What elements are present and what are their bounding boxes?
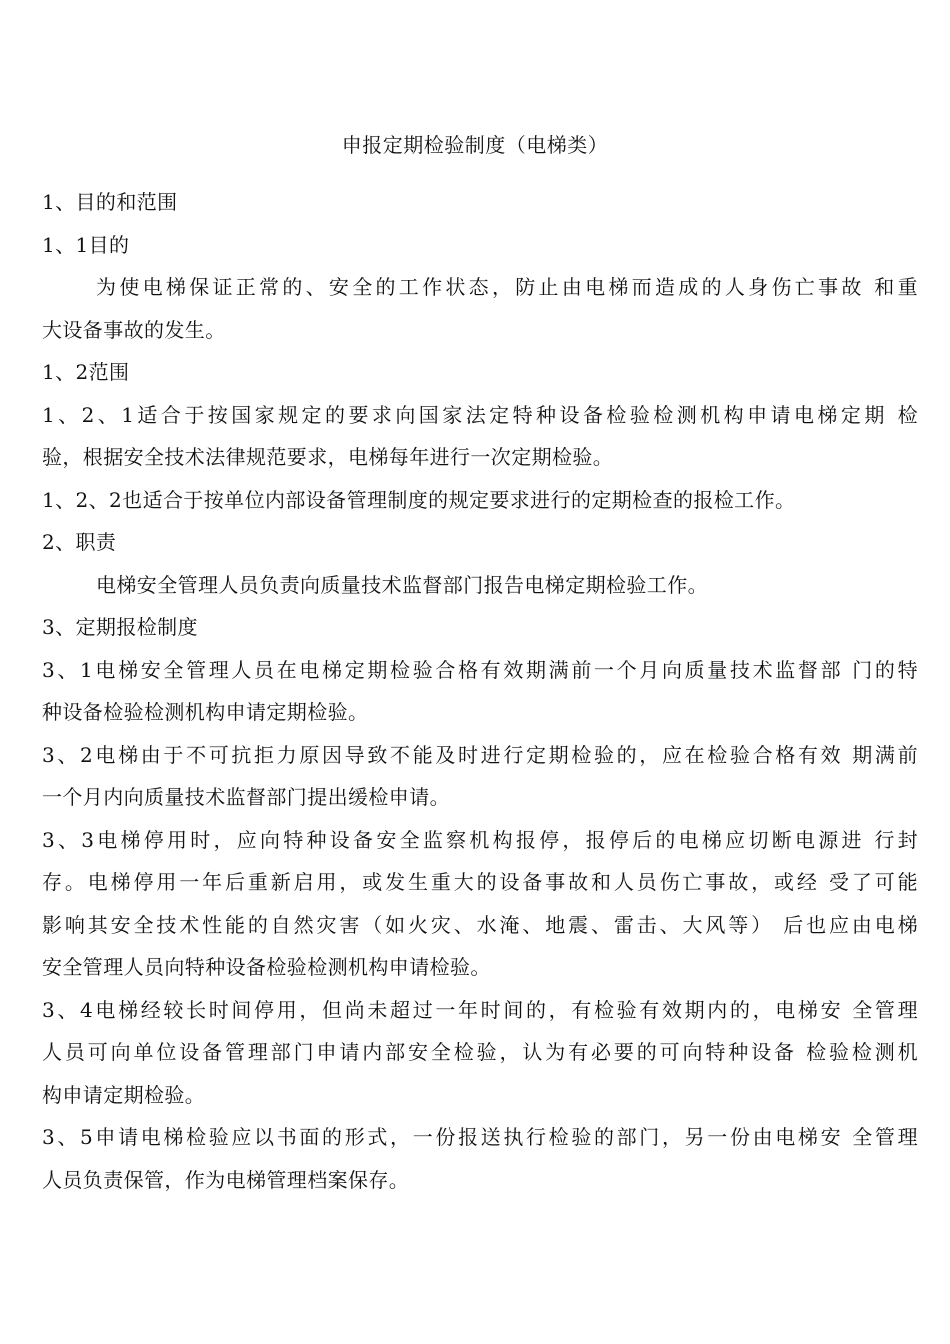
paragraph-line: 安全管理人员向特种设备检验检测机构申请检验。 (42, 955, 491, 979)
document-title: 申报定期检验制度（电梯类） (341, 133, 609, 157)
section-heading: 2、职责 (42, 530, 117, 554)
paragraph-line: 1、2、1适合于按国家规定的要求向国家法定特种设备检验检测机构申请电梯定期 检 (42, 402, 918, 427)
paragraph-line: 大设备事故的发生。 (42, 317, 226, 342)
section-heading: 3、定期报检制度 (42, 615, 198, 639)
paragraph-line: 影响其安全技术性能的自然灾害（如火灾、水淹、地震、雷击、大风等） 后也应由电梯 (42, 912, 918, 937)
paragraph-line: 人员负责保管，作为电梯管理档案保存。 (42, 1167, 410, 1192)
paragraph-line: 3、2电梯由于不可抗拒力原因导致不能及时进行定期检验的，应在检验合格有效 期满前 (42, 742, 918, 767)
subsection-heading: 1、1目的 (42, 232, 130, 257)
paragraph-line: 电梯安全管理人员负责向质量技术监督部门报告电梯定期检验工作。 (96, 572, 708, 597)
paragraph-line: 3、1电梯安全管理人员在电梯定期检验合格有效期满前一个月向质量技术监督部 门的特 (42, 657, 918, 682)
paragraph-line: 构申请定期检验。 (42, 1082, 206, 1107)
paragraph-line: 人员可向单位设备管理部门申请内部安全检验，认为有必要的可向特种设备 检验检测机 (42, 1040, 918, 1064)
subsection-heading: 1、2范围 (42, 360, 130, 384)
paragraph-line: 种设备检验检测机构申请定期检验。 (42, 700, 369, 724)
paragraph-line: 验，根据安全技术法律规范要求，电梯每年进行一次定期检验。 (42, 445, 614, 469)
document-body (42, 181, 918, 1201)
paragraph-line: 3、3电梯停用时，应向特种设备安全监察机构报停，报停后的电梯应切断电源进 行封 (42, 827, 918, 852)
paragraph-line: 为使电梯保证正常的、安全的工作状态，防止由电梯而造成的人身伤亡事故 和重 (96, 275, 918, 299)
paragraph-line: 3、5申请电梯检验应以书面的形式，一份报送执行检验的部门，另一份由电梯安 全管理 (42, 1125, 918, 1149)
paragraph-line: 一个月内向质量技术监督部门提出缓检申请。 (42, 785, 450, 809)
section-heading: 1、目的和范围 (42, 190, 178, 214)
paragraph-line: 3、4电梯经较长时间停用，但尚未超过一年时间的，有检验有效期内的，电梯安 全管理 (42, 997, 918, 1022)
paragraph-line: 存。电梯停用一年后重新启用，或发生重大的设备事故和人员伤亡事故，或经 受了可能 (42, 870, 918, 894)
paragraph-line: 1、2、2也适合于按单位内部设备管理制度的规定要求进行的定期检查的报检工作。 (42, 487, 796, 512)
